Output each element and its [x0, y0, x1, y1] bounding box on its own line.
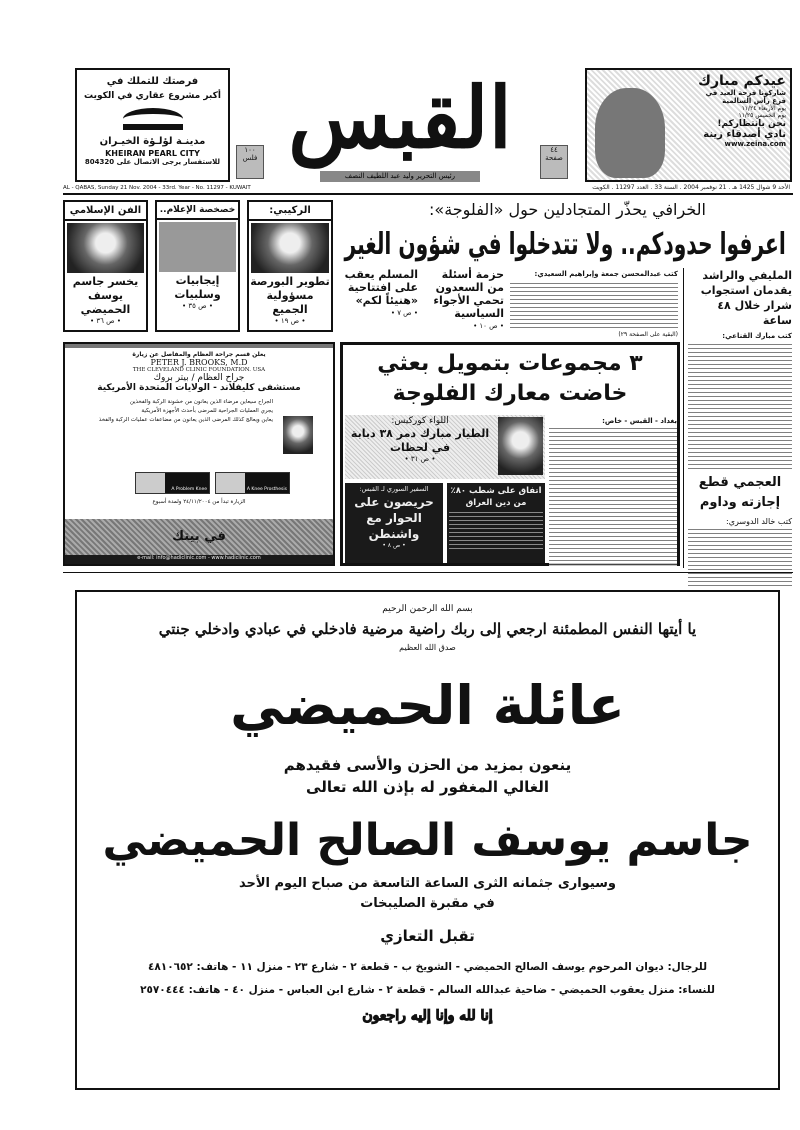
body-text	[549, 428, 677, 568]
right-headline[interactable]: المليفي والراشد يقدمان استجواب شرار خلال ٤٨ ساعة	[700, 269, 792, 327]
lead-sub[interactable]	[340, 268, 418, 317]
lead-headline-wrap[interactable]	[340, 224, 790, 266]
box-title: اتفاق على شطب ٨٠٪ من دين العراق	[450, 486, 542, 508]
ad-brand-en: KHEIRAN PEARL CITY	[105, 149, 200, 158]
condolences-women-wrap	[85, 983, 770, 998]
ad-hadi-clinic[interactable]	[63, 342, 335, 566]
logo-text: القبس	[288, 68, 512, 167]
ad-brand: نادي أصدقاء زينة	[703, 129, 786, 140]
pages-badge: ٤٤ صفحة	[540, 145, 568, 179]
body-text	[688, 529, 792, 589]
condolences-women: للنساء: منزل يعقوب الحميضي - ضاحية عبدالله السالم - قطعة ٢ - شارع ابن العباس - منزل ٤٠ - هاتف: ٢٥٧٠٤٤٤	[140, 984, 715, 996]
bullet-item: يجري العمليات الجراحية للمرضى بأحدث الأجهزة الأمريكية	[141, 408, 273, 414]
teaser-card[interactable]	[155, 200, 240, 332]
teaser-tag: الركيبي:	[249, 202, 331, 221]
syria-box[interactable]	[345, 483, 443, 563]
byline: كتب عبدالمحسن جمعة وإبراهيم السعيدي:	[534, 270, 678, 278]
prosthesis-image	[215, 472, 290, 494]
doctor-name-ar: جراح العظام / بيتر بروك	[153, 373, 245, 383]
condolences-heading: تقبل التعازي	[380, 927, 475, 945]
ad-line: شاركونا فرحة العيد في	[705, 89, 786, 97]
teaser-photo	[159, 222, 236, 272]
teaser-title: يخسر جاسم يوسف الحميضي	[72, 275, 139, 316]
box-page: • ص ٨ •	[382, 542, 406, 549]
burial-place: في مقبرة الصليبخات	[360, 896, 495, 911]
teaser-tag: خصخصة الإعلام..	[157, 202, 238, 220]
cartoon-character-image	[595, 88, 665, 178]
visit-dates: الزيارة تبدأ من ٢٤/١١/٢٠٠٤ ولمدة أسبوع	[152, 499, 246, 505]
sub-title: حزمة أسئلة من السعدون تحمي الأجواء السياسية	[433, 268, 504, 320]
body-text	[688, 344, 792, 469]
ad-title: عيدكم مبارك	[698, 73, 786, 89]
closing-verse: إنا لله وإنا إليه راجعون	[362, 1008, 493, 1024]
box-title: حريصون على الحوار مع واشنطن	[354, 495, 434, 541]
teasers	[63, 200, 333, 332]
basmala: بسم الله الرحمن الرحيم	[382, 604, 473, 614]
sadaqa: صدق الله العظيم	[399, 643, 456, 652]
image-caption: A Knee Prosthesis	[246, 487, 287, 492]
body-text	[510, 283, 678, 331]
bullet-item: يعاين ويعالج كذلك المرضى الذين يعانون من مضاعفات عمليات الركبة والفخذ	[98, 417, 273, 423]
clinic-contact[interactable]: e-mail: info@hadiclinic.com - www.hadiclinic.com	[65, 555, 333, 564]
hospital-name: مستشفى كليفلاند - الولايات المتحدة الأمريكية	[97, 383, 301, 393]
ad-line: أكبر مشروع عقاري في الكويت	[84, 91, 221, 101]
quran-verse: يا أيتها النفس المطمئنة ارجعي إلى ربك راضية مرضية فادخلي في عبادي وادخلي جنتي	[158, 620, 697, 638]
fallujah-story[interactable]	[340, 342, 680, 566]
teaser-tag: الفن الإسلامي	[65, 202, 146, 221]
quote-name: اللواء كوركيس:	[391, 416, 449, 426]
mourning-line: ينعون بمزيد من الحزن والأسى فقيدهم	[283, 756, 572, 774]
clinic-banner	[65, 519, 333, 555]
byline: كتب خالد الدوسري:	[726, 517, 792, 526]
newspaper-logo	[270, 68, 530, 168]
ad-kheiran-pearl-city[interactable]	[75, 68, 230, 182]
right-column	[688, 268, 792, 589]
ad-line: فرصتك للتملك في	[106, 76, 199, 87]
teaser-photo	[251, 223, 329, 273]
condolences-men: للرجال: ديوان المرحوم يوسف الصالح الحميضي - الشويخ ب - قطعة ٢ - شارع ٢٣ - منزل ١١ - هاتف: ٤٨١٠٦٥٢	[147, 961, 708, 973]
lead-sub[interactable]	[424, 268, 504, 330]
sub-page: • ص ١٠ •	[473, 322, 504, 330]
deceased-name: جاسم يوسف الصالح الحميضي	[102, 815, 753, 866]
teaser-page: • ص ٣٦ •	[90, 317, 121, 325]
lead-kicker: الخرافي يحذّر المتجادلين حول «الفلوجة»:	[429, 200, 706, 219]
doctor-photo	[283, 416, 313, 454]
sub-page: • ص ٧ •	[390, 309, 418, 317]
lead-headline[interactable]: اعرفوا حدودكم.. ولا تتدخلوا في شؤون الغير	[344, 227, 786, 262]
logo-text-wrap	[270, 68, 530, 168]
body-text	[449, 512, 543, 552]
dateline-en: AL - QABAS, Sunday 21 Nov. 2004 - 33rd. Year - No. 11297 - KUWAIT	[63, 185, 251, 191]
mourning-line: الغالي المغفور له بإذن الله تعالى	[306, 778, 549, 796]
ad-line: يوم الأربعاء ١١/٢٤	[741, 105, 786, 112]
knee-image	[135, 472, 210, 494]
editor-in-chief: رئيس التحرير وليد عبد اللطيف النصف	[320, 171, 480, 182]
bullet-item: الجراح سيعاين مرضاء الذين يعانون من خشونة الركبة والفخذين	[129, 399, 273, 405]
clinic-slogan: في بيتك	[172, 529, 226, 544]
teaser-page: • ص ٣٥ •	[182, 302, 213, 310]
ad-url[interactable]: www.zeina.com	[724, 140, 786, 148]
teaser-card[interactable]	[63, 200, 148, 332]
teaser-page: • ص ١٩ •	[274, 317, 306, 325]
quote-text: الطيار مبارك دمر ٣٨ دبابة في لحظات	[350, 427, 490, 454]
box-kicker: السفير السوري لـ القبس:	[359, 485, 429, 493]
price-badge: ١٠٠ فلس	[236, 145, 264, 179]
dateline: بغداد - القبس - خاص:	[602, 417, 677, 425]
obituary-notice	[75, 590, 780, 1090]
burial-info: وسيوارى جثمانه الثرى الساعة التاسعة من صباح اليوم الأحد	[238, 876, 616, 891]
continued-note: (البقية على الصفحة ٢٩)	[618, 331, 678, 338]
ad-line: نحن بانتظاركم!	[717, 119, 786, 129]
image-caption: A Problem Knee	[171, 487, 207, 492]
byline: كتب مبارك القناعي:	[722, 332, 792, 340]
wave-logo-icon	[123, 108, 183, 130]
iraq-debt-box[interactable]	[447, 483, 545, 563]
divider	[63, 193, 793, 195]
story-headline: ٣ مجموعات بتمويل بعثي خاضت معارك الفلوجة	[377, 351, 643, 406]
quran-verse-wrap	[85, 618, 770, 640]
divider	[63, 572, 793, 573]
ad-line: فرع رأس السالمية	[722, 97, 786, 105]
lead-kicker-wrap	[345, 199, 790, 221]
ad-zeina-club[interactable]	[585, 68, 792, 182]
column-rule	[683, 268, 684, 568]
condolences-men-wrap	[85, 960, 770, 975]
dateline-ar: الأحد 9 شوال 1425 هـ . 21 نوفمبر 2004 . السنة 33 . العدد 11297 . الكويت	[592, 184, 790, 191]
teaser-card[interactable]	[247, 200, 333, 332]
right-headline[interactable]: العجمي قطع إجازته وداوم	[698, 475, 782, 510]
teaser-photo	[67, 223, 144, 273]
teaser-title: إيجابيات وسلبيات	[174, 274, 221, 301]
sub-title: المسلم يعقب على افتتاحية «هنيئاً لكم»	[344, 268, 418, 307]
ad-line: يوم الخميس ١١/٢٥	[738, 112, 786, 119]
ad-contact: للاستفسار يرجى الاتصال على 804320	[84, 158, 221, 166]
org-name-en: THE CLEVELAND CLINIC FOUNDATION. USA	[132, 367, 266, 373]
ad-line: يعلن قسم جراحة العظام والمفاصل عن زيارة	[132, 351, 266, 358]
doctor-name-en: PETER J. BROOKS, M.D	[150, 358, 248, 367]
ad-brand-ar: مدينـة لؤلـؤة الخيـران	[99, 136, 206, 147]
family-name: عائلة الحميضي	[230, 674, 625, 737]
lead-story	[510, 270, 678, 338]
general-photo	[498, 417, 543, 475]
teaser-title: تطوير البورصة مسؤولية الجميع	[250, 275, 330, 316]
quote-box	[345, 415, 545, 479]
quote-page: • ص ٣١ •	[404, 455, 436, 463]
